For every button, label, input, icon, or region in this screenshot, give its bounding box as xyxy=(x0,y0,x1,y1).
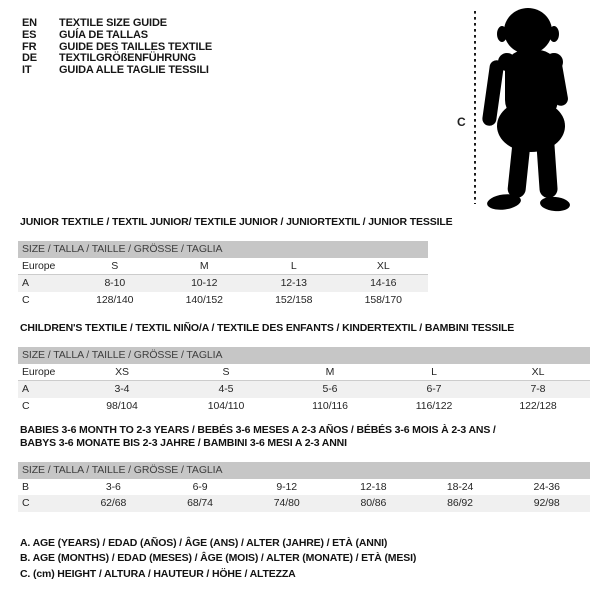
language-title: GUIDA ALLE TAGLIE TESSILI xyxy=(59,64,209,76)
cell-value: 10-12 xyxy=(191,277,218,290)
cell-value: 8-10 xyxy=(104,277,126,290)
language-row xyxy=(22,18,212,30)
measure-label-c: C xyxy=(457,115,466,129)
cell-value: XL xyxy=(531,366,545,379)
cell-value: 128/140 xyxy=(96,293,134,306)
cell-value: S xyxy=(222,366,230,379)
table-row xyxy=(18,258,428,275)
cell-value: 116/122 xyxy=(415,399,453,412)
footnotes xyxy=(20,536,416,582)
language-row xyxy=(22,30,212,42)
cell-value: S xyxy=(111,260,119,273)
cell-value: XL xyxy=(376,260,390,273)
language-row xyxy=(22,65,212,77)
language-code: ES xyxy=(22,28,37,41)
language-code: FR xyxy=(22,40,37,53)
language-title: GUÍA DE TALLAS xyxy=(59,28,148,41)
section-title: CHILDREN'S TEXTILE / TEXTIL NIÑO/A / TEXTILE DES ENFANTS / KINDERTEXTIL / BAMBINI TESSILE xyxy=(20,322,515,334)
size-table xyxy=(18,462,590,512)
cell-value: 152/158 xyxy=(275,293,313,306)
cell-value: 68/74 xyxy=(187,497,213,510)
footnote-line: C. (cm) HEIGHT / ALTURA / HAUTEUR / HÖHE / ALTEZZA xyxy=(20,567,296,580)
table-row xyxy=(18,398,590,414)
section-title: BABIES 3-6 MONTH TO 2-3 YEARS / BEBÉS 3-6 MESES A 2-3 AÑOS / BÉBÉS 3-6 MOIS À 2-3 ANS / xyxy=(20,424,496,436)
toddler-silhouette-icon xyxy=(481,8,570,212)
language-list xyxy=(22,18,212,77)
section-title: BABYS 3-6 MONATE BIS 2-3 JAHRE / BAMBINI 3-6 MESI A 2-3 ANNI xyxy=(20,437,347,449)
language-code: IT xyxy=(22,64,32,76)
size-table-section xyxy=(18,216,453,308)
table-row xyxy=(18,292,428,308)
row-label: A xyxy=(22,277,29,290)
cell-value: 18-24 xyxy=(446,481,474,494)
cell-value: 12-13 xyxy=(280,277,307,290)
cell-value: 4-5 xyxy=(218,383,234,396)
cell-value: 80/86 xyxy=(360,497,387,510)
cell-value: 7-8 xyxy=(530,383,546,396)
cell-value: M xyxy=(325,366,335,379)
language-title: TEXTILGRÖßENFÜHRUNG xyxy=(59,52,197,65)
size-table-section xyxy=(18,322,590,414)
cell-value: 122/128 xyxy=(519,399,557,412)
cell-value: 158/170 xyxy=(364,293,402,306)
cell-value: 24-36 xyxy=(533,481,560,494)
table-row xyxy=(18,381,590,397)
row-label: C xyxy=(22,399,30,412)
language-code: EN xyxy=(22,17,37,29)
cell-value: 9-12 xyxy=(276,481,297,494)
row-label: C xyxy=(22,293,30,306)
cell-value: 6-7 xyxy=(426,383,442,396)
cell-value: 3-6 xyxy=(105,481,121,494)
language-code: DE xyxy=(22,52,37,65)
footnote-line: B. AGE (MONTHS) / EDAD (MESES) / ÂGE (MOIS) / ALTER (MONATE) / ETÀ (MESI) xyxy=(20,552,417,565)
table-row xyxy=(18,495,590,511)
language-title: GUIDE DES TAILLES TEXTILE xyxy=(59,40,213,53)
section-title: JUNIOR TEXTILE / TEXTIL JUNIOR/ TEXTILE JUNIOR / JUNIORTEXTIL / JUNIOR TESSILE xyxy=(20,216,453,228)
cell-value: L xyxy=(431,366,437,379)
row-label: C xyxy=(22,497,30,510)
cell-value: 92/98 xyxy=(533,497,560,510)
size-table xyxy=(18,241,428,308)
cell-value: 3-4 xyxy=(114,383,130,396)
row-label: B xyxy=(22,481,29,494)
cell-value: 104/110 xyxy=(207,399,245,412)
row-label: A xyxy=(22,383,29,396)
cell-value: 14-16 xyxy=(370,277,397,290)
cell-value: 98/104 xyxy=(106,399,138,412)
cell-value: M xyxy=(199,260,209,273)
table-row xyxy=(18,479,590,495)
size-table xyxy=(18,347,590,414)
cell-value: 86/92 xyxy=(447,497,473,510)
cell-value: XS xyxy=(115,366,129,379)
cell-value: L xyxy=(290,260,297,273)
size-table-section xyxy=(18,424,590,512)
table-size-header: SIZE / TALLA / TAILLE / GRÖSSE / TAGLIA xyxy=(18,241,428,258)
table-row xyxy=(18,275,428,291)
size-figure xyxy=(455,8,583,214)
cell-value: 74/80 xyxy=(273,497,300,510)
table-size-header: SIZE / TALLA / TAILLE / GRÖSSE / TAGLIA xyxy=(18,347,590,364)
cell-value: 6-9 xyxy=(192,481,208,494)
row-label: Europe xyxy=(22,366,56,379)
cell-value: 110/116 xyxy=(312,399,348,412)
cell-value: 12-18 xyxy=(360,481,387,494)
language-title: TEXTILE SIZE GUIDE xyxy=(59,17,167,29)
table-size-header: SIZE / TALLA / TAILLE / GRÖSSE / TAGLIA xyxy=(18,462,590,479)
row-label: Europe xyxy=(22,260,56,273)
footnote-line: A. AGE (YEARS) / EDAD (AÑOS) / ÂGE (ANS) / ALTER (JAHRE) / ETÀ (ANNI) xyxy=(20,537,388,549)
cell-value: 62/68 xyxy=(100,497,127,510)
cell-value: 5-6 xyxy=(322,383,338,396)
table-row xyxy=(18,364,590,381)
cell-value: 140/152 xyxy=(185,293,223,306)
